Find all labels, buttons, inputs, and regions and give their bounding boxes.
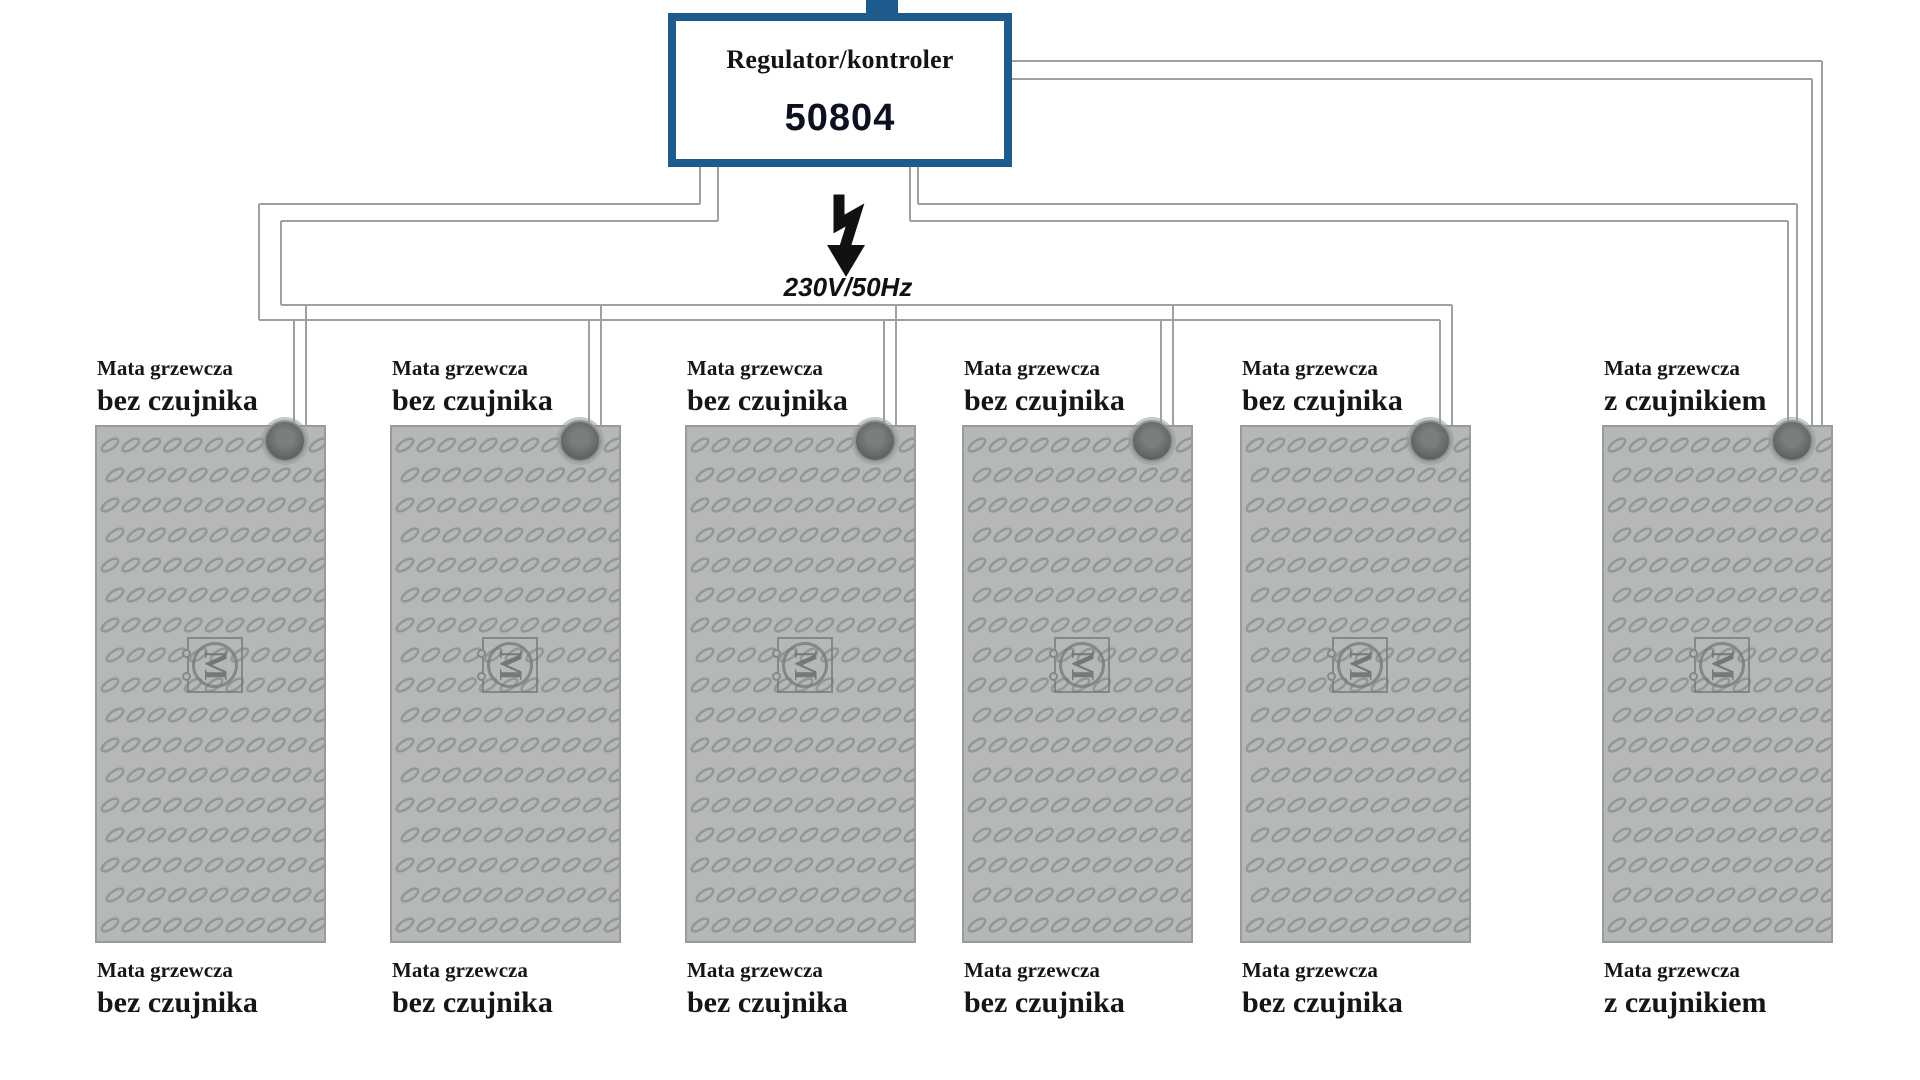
mat-type-text: Mata grzewcza	[964, 958, 1100, 982]
mat-type-text: Mata grzewcza	[964, 356, 1100, 380]
mat-type-text: Mata grzewcza	[1242, 356, 1378, 380]
mat-sensor-text: bez czujnika	[964, 986, 1125, 1019]
mat-type-text: Mata grzewcza	[1604, 356, 1740, 380]
logo-letter: M	[1704, 649, 1741, 681]
mat-type-text: Mata grzewcza	[392, 356, 528, 380]
mat-sensor-text: bez czujnika	[97, 384, 258, 417]
mat-sensor-text: bez czujnika	[687, 986, 848, 1019]
mat-sensor-text: bez czujnika	[392, 384, 553, 417]
logo-letter: M	[1064, 649, 1101, 681]
logo-letter: M	[492, 649, 529, 681]
power-rating-label: 230V/50Hz	[783, 272, 913, 302]
mat-type-text: Mata grzewcza	[97, 356, 233, 380]
regulator-title: Regulator/kontroler	[726, 45, 954, 74]
regulator-model-number: 50804	[784, 97, 896, 139]
mat-sensor-text: bez czujnika	[1242, 986, 1403, 1019]
regulator-top-connector	[866, 0, 898, 15]
mat-type-text: Mata grzewcza	[392, 958, 528, 982]
logo-letter: M	[787, 649, 824, 681]
mat-type-text: Mata grzewcza	[687, 356, 823, 380]
mat-sensor-text: z czujnikiem	[1604, 986, 1767, 1019]
mat-type-text: Mata grzewcza	[1604, 958, 1740, 982]
mat-type-text: Mata grzewcza	[1242, 958, 1378, 982]
mat-type-text: Mata grzewcza	[687, 958, 823, 982]
mat-sensor-text: bez czujnika	[97, 986, 258, 1019]
mat-sensor-text: bez czujnika	[1242, 384, 1403, 417]
mat-sensor-text: z czujnikiem	[1604, 384, 1767, 417]
mat-sensor-text: bez czujnika	[392, 986, 553, 1019]
mat-sensor-text: bez czujnika	[964, 384, 1125, 417]
logo-letter: M	[1342, 649, 1379, 681]
mat-sensor-text: bez czujnika	[687, 384, 848, 417]
logo-letter: M	[197, 649, 234, 681]
mat-type-text: Mata grzewcza	[97, 958, 233, 982]
